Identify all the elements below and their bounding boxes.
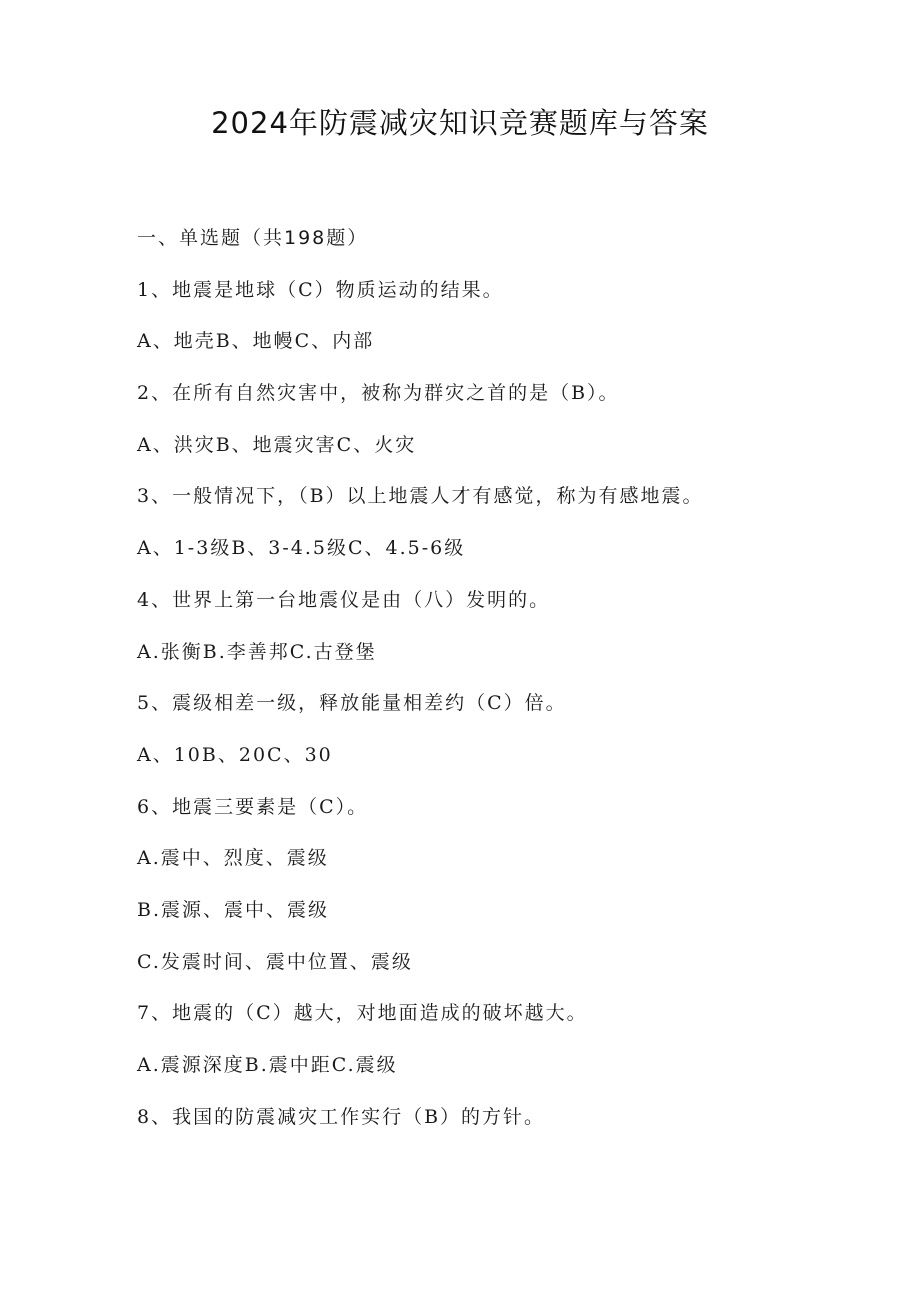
question-text: 5、震级相差一级，释放能量相差约（C）倍。 (137, 692, 567, 715)
section-heading: 一、单选题（共198题） (137, 227, 369, 249)
answer-options: C.发震时间、震中位置、震级 (137, 950, 413, 973)
answer-options: A、洪灾B、地震灾害C、火灾 (137, 433, 417, 456)
question-text: 8、我国的防震减灾工作实行（B）的方针。 (137, 1105, 546, 1128)
question-text: 1、地震是地球（C）物质运动的结果。 (137, 278, 504, 301)
answer-options: A.震源深度B.震中距C.震级 (137, 1054, 398, 1076)
document-title: 2024年防震减灾知识竞赛题库与答案 (211, 106, 709, 140)
question-text: 4、世界上第一台地震仪是由（八）发明的。 (137, 588, 551, 611)
question-text: 6、地震三要素是（C）。 (137, 795, 369, 818)
question-list (137, 221, 897, 1151)
question-text: 3、一般情况下，（B）以上地震人才有感觉，称为有感地震。 (137, 485, 704, 508)
answer-options: A、1-3级B、3-4.5级C、4.5-6级 (137, 537, 466, 560)
answer-options: A.震中、烈度、震级 (137, 847, 329, 870)
answer-options: A、10B、20C、30 (137, 743, 333, 766)
question-text: 7、地震的（C）越大，对地面造成的破坏越大。 (137, 1002, 588, 1025)
question-text: 2、在所有自然灾害中，被称为群灾之首的是（B）。 (137, 382, 620, 405)
answer-options: A.张衡B.李善邦C.古登堡 (137, 640, 377, 663)
answer-options: B.震源、震中、震级 (137, 898, 330, 921)
answer-options: A、地壳B、地幔C、内部 (137, 330, 375, 353)
